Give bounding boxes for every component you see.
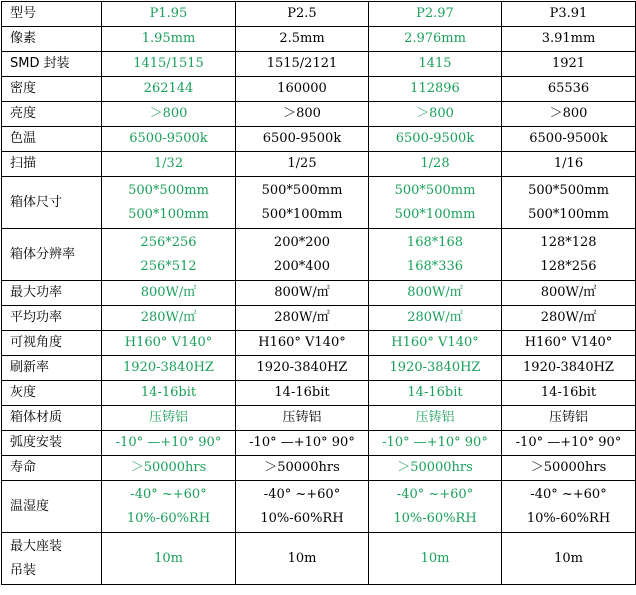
table-cell — [102, 229, 236, 281]
table-cell — [502, 229, 636, 281]
table-row — [2, 281, 636, 306]
cell-line: 10%-60%RH — [126, 510, 211, 526]
row-label: 箱体尺寸 — [2, 177, 102, 229]
cell-line: 500*100mm — [261, 206, 343, 222]
row-label: 弧度安装 — [2, 431, 102, 456]
cell-line: 10%-60%RH — [393, 510, 477, 526]
cell-line: 128*256 — [540, 258, 597, 274]
table-cell: 280W/㎡ — [102, 306, 236, 331]
table-cell: 1920-3840HZ — [369, 356, 502, 381]
cell-line: 500*100mm — [128, 206, 209, 222]
table-cell: 14-16bit — [369, 381, 502, 406]
table-cell: 2.976mm — [369, 27, 502, 52]
table-row — [2, 356, 636, 381]
cell-line: 168*168 — [406, 234, 464, 250]
table-cell: 1/16 — [502, 152, 636, 177]
table-cell: H160° V140° — [236, 331, 369, 356]
header-p391: P3.91 — [502, 2, 636, 27]
table-cell: -10° —+10° 90° — [102, 431, 236, 456]
table-cell: ＞800 — [502, 102, 636, 127]
table-cell — [102, 481, 236, 533]
table-cell: 10m — [502, 533, 636, 585]
cell-line: 500*100mm — [394, 206, 476, 222]
row-label: 像素 — [2, 27, 102, 52]
table-cell: 1920-3840HZ — [236, 356, 369, 381]
row-label: 箱体材质 — [2, 406, 102, 431]
table-cell: 112896 — [369, 77, 502, 102]
cell-line: 500*500mm — [128, 182, 209, 198]
table-cell: ＞800 — [236, 102, 369, 127]
table-row — [2, 229, 636, 281]
table-cell: 14-16bit — [502, 381, 636, 406]
spec-table-body — [2, 2, 636, 585]
table-cell: 6500-9500k — [102, 127, 236, 152]
cell-line: -40° ~+60° — [530, 486, 607, 502]
table-row — [2, 331, 636, 356]
row-label: 温湿度 — [2, 481, 102, 533]
table-cell: 1415/1515 — [102, 52, 236, 77]
cell-line: 500*100mm — [528, 206, 609, 222]
cell-line: 500*500mm — [261, 182, 343, 198]
table-cell: 压铸铝 — [502, 406, 636, 431]
table-cell: H160° V140° — [102, 331, 236, 356]
cell-line: -40° ~+60° — [263, 486, 341, 502]
table-cell: ＞800 — [369, 102, 502, 127]
row-label: SMD 封装 — [2, 52, 102, 77]
table-row — [2, 533, 636, 585]
row-label: 箱体分辨率 — [2, 229, 102, 281]
row-label-line: 最大座装 — [10, 538, 63, 554]
table-row — [2, 456, 636, 481]
cell-line: 200*200 — [273, 234, 331, 250]
cell-line: 500*500mm — [394, 182, 476, 198]
table-cell: ＞800 — [102, 102, 236, 127]
table-row — [2, 177, 636, 229]
cell-line: 10%-60%RH — [260, 510, 344, 526]
table-cell — [502, 481, 636, 533]
table-row — [2, 431, 636, 456]
table-cell: 3.91mm — [502, 27, 636, 52]
header-p195: P1.95 — [102, 2, 236, 27]
table-cell — [369, 177, 502, 229]
table-cell — [369, 229, 502, 281]
cell-line: 128*128 — [540, 234, 597, 250]
table-row — [2, 381, 636, 406]
table-header-row — [2, 2, 636, 27]
table-cell: ＞50000hrs — [502, 456, 636, 481]
cell-line: 168*336 — [406, 258, 464, 274]
table-cell: H160° V140° — [502, 331, 636, 356]
table-cell: 6500-9500k — [236, 127, 369, 152]
table-cell: 1.95mm — [102, 27, 236, 52]
header-p25: P2.5 — [236, 2, 369, 27]
cell-line: 200*400 — [273, 258, 331, 274]
table-cell: 10m — [369, 533, 502, 585]
row-label: 可视角度 — [2, 331, 102, 356]
table-cell: 1515/2121 — [236, 52, 369, 77]
cell-line: -40° ~+60° — [396, 486, 474, 502]
table-cell: 800W/㎡ — [502, 281, 636, 306]
table-cell — [102, 177, 236, 229]
table-cell: 压铸铝 — [102, 406, 236, 431]
table-cell: 14-16bit — [102, 381, 236, 406]
header-p297: P2.97 — [369, 2, 502, 27]
table-cell — [236, 177, 369, 229]
table-cell: ＞50000hrs — [236, 456, 369, 481]
table-cell: 160000 — [236, 77, 369, 102]
table-cell: 280W/㎡ — [502, 306, 636, 331]
row-label-line: 吊装 — [10, 562, 37, 578]
cell-line: 10%-60%RH — [526, 510, 611, 526]
table-row — [2, 52, 636, 77]
row-label: 扫描 — [2, 152, 102, 177]
table-cell: 65536 — [502, 77, 636, 102]
table-cell — [236, 229, 369, 281]
table-cell: 6500-9500k — [502, 127, 636, 152]
table-cell — [502, 177, 636, 229]
table-cell: 800W/㎡ — [102, 281, 236, 306]
table-cell: 10m — [102, 533, 236, 585]
cell-line: 500*500mm — [528, 182, 609, 198]
table-cell: 压铸铝 — [369, 406, 502, 431]
table-row — [2, 77, 636, 102]
row-label: 最大功率 — [2, 281, 102, 306]
table-cell: 1920-3840HZ — [102, 356, 236, 381]
table-cell: 1921 — [502, 52, 636, 77]
table-row — [2, 481, 636, 533]
table-cell: 280W/㎡ — [236, 306, 369, 331]
header-model-label: 型号 — [2, 2, 102, 27]
table-cell: 800W/㎡ — [369, 281, 502, 306]
table-cell: -10° —+10° 90° — [502, 431, 636, 456]
table-cell: ＞50000hrs — [369, 456, 502, 481]
table-cell: -10° —+10° 90° — [369, 431, 502, 456]
table-cell: 1/25 — [236, 152, 369, 177]
table-row — [2, 27, 636, 52]
row-label: 色温 — [2, 127, 102, 152]
table-row — [2, 127, 636, 152]
table-cell: -10° —+10° 90° — [236, 431, 369, 456]
table-cell: 6500-9500k — [369, 127, 502, 152]
row-label: 刷新率 — [2, 356, 102, 381]
table-row — [2, 406, 636, 431]
row-label — [2, 533, 102, 585]
table-cell: 10m — [236, 533, 369, 585]
row-label: 密度 — [2, 77, 102, 102]
row-label: 寿命 — [2, 456, 102, 481]
table-cell: 14-16bit — [236, 381, 369, 406]
table-cell: ＞50000hrs — [102, 456, 236, 481]
cell-line: 256*512 — [140, 258, 197, 274]
table-cell: 压铸铝 — [236, 406, 369, 431]
table-cell: 1/28 — [369, 152, 502, 177]
row-label: 平均功率 — [2, 306, 102, 331]
cell-line: 256*256 — [140, 234, 197, 250]
table-cell — [369, 481, 502, 533]
table-cell: 280W/㎡ — [369, 306, 502, 331]
table-row — [2, 102, 636, 127]
table-row — [2, 306, 636, 331]
spec-table — [1, 1, 636, 585]
row-label: 灰度 — [2, 381, 102, 406]
table-row — [2, 152, 636, 177]
table-cell — [236, 481, 369, 533]
table-cell: 1415 — [369, 52, 502, 77]
row-label: 亮度 — [2, 102, 102, 127]
table-cell: 262144 — [102, 77, 236, 102]
table-cell: H160° V140° — [369, 331, 502, 356]
table-cell: 1920-3840HZ — [502, 356, 636, 381]
cell-line: -40° ~+60° — [130, 486, 207, 502]
table-cell: 800W/㎡ — [236, 281, 369, 306]
table-cell: 1/32 — [102, 152, 236, 177]
table-cell: 2.5mm — [236, 27, 369, 52]
